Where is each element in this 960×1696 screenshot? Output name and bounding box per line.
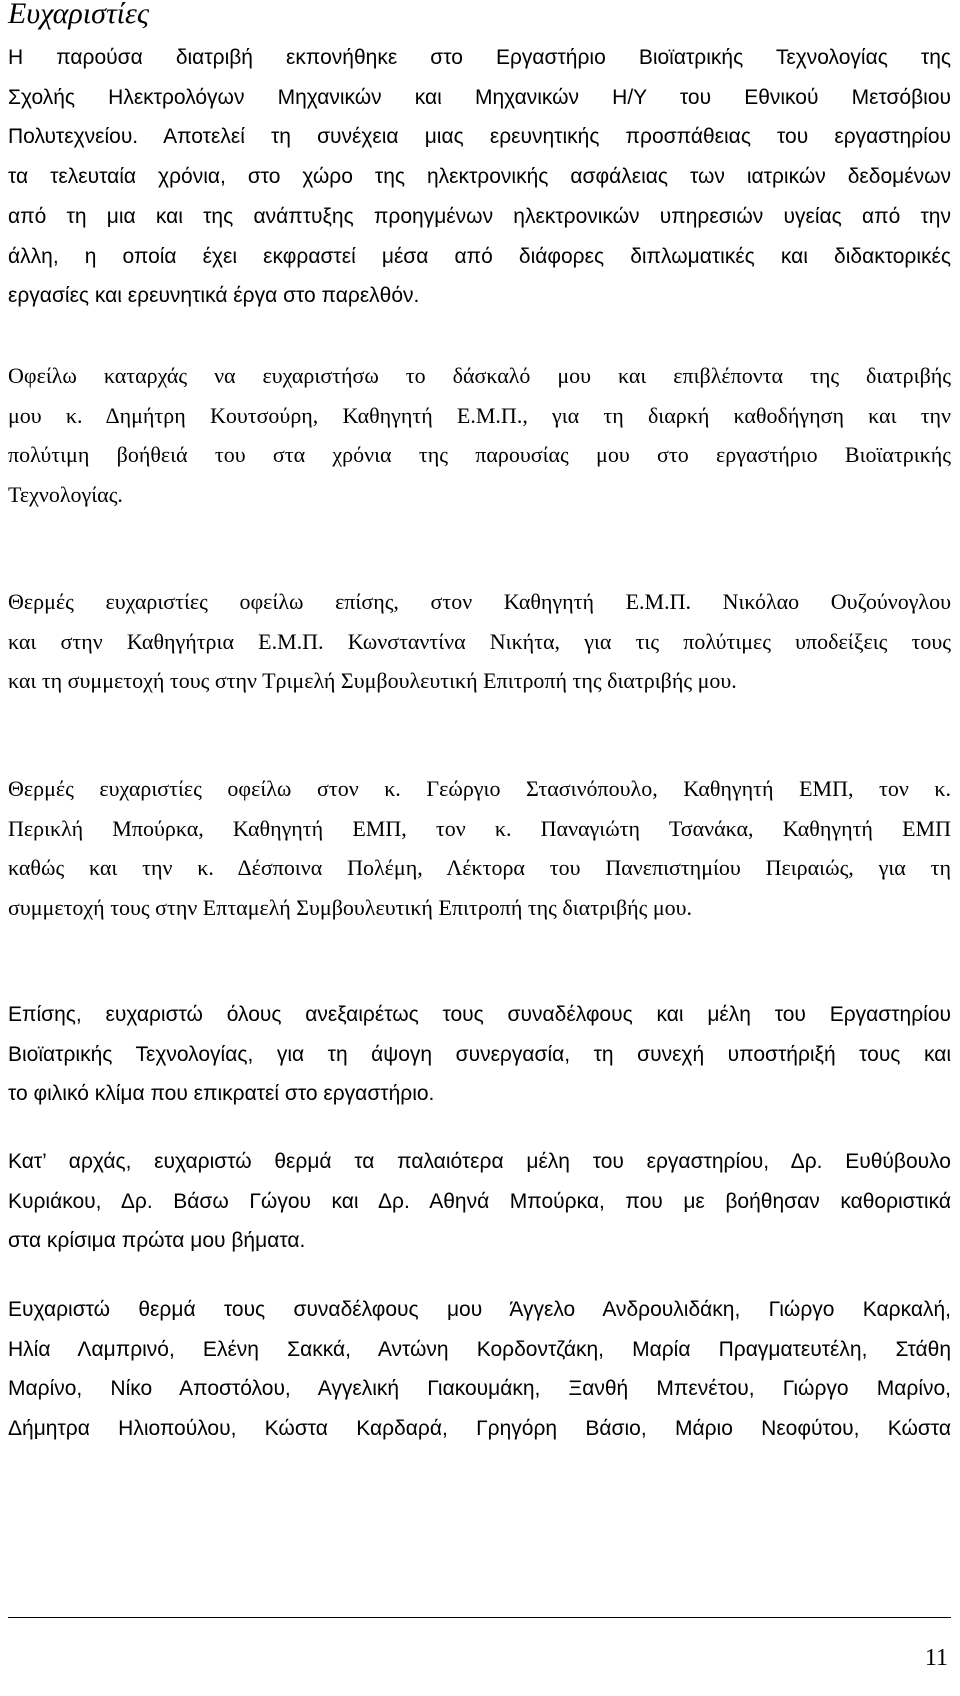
paragraph — [8, 769, 951, 928]
text-line: και τη συμμετοχή τους στην Τριμελή Συμβουλευτική Επιτροπή της διατριβής μου. — [8, 668, 737, 694]
page-title: Ευχαριστίες — [8, 0, 150, 30]
text-line: Ηλία Λαμπρινό, Ελένη Σακκά, Αντώνη Κορδοντζάκη, Μαρία Πραγματευτέλη, Στάθη — [8, 1337, 951, 1361]
text-line: Σχολής Ηλεκτρολόγων Μηχανικών και Μηχανικών Η/Υ του Εθνικού Μετσόβιου — [8, 85, 951, 109]
paragraph — [8, 1142, 951, 1261]
footer-divider — [8, 1617, 951, 1618]
text-line: στα κρίσιμα πρώτα μου βήματα. — [8, 1229, 306, 1253]
text-line: Ευχαριστώ θερμά τους συναδέλφους μου Άγγελο Ανδρουλιδάκη, Γιώργο Καρκαλή, — [8, 1298, 951, 1321]
paragraph — [8, 995, 951, 1114]
text-line: Βιοϊατρικής Τεχνολογίας, για τη άψογη συνεργασία, τη συνεχή υποστήριξή τους και — [8, 1042, 951, 1066]
text-line: Θερμές ευχαριστίες οφείλω στον κ. Γεώργιο Στασινόπουλο, Καθηγητή ΕΜΠ, τον κ. — [8, 776, 951, 801]
text-line: το φιλικό κλίμα που επικρατεί στο εργαστήριο. — [8, 1082, 435, 1106]
text-line: Οφείλω καταρχάς να ευχαριστήσω το δάσκαλό μου και επιβλέποντα της διατριβής — [8, 363, 951, 388]
text-line: Επίσης, ευχαριστώ όλους ανεξαιρέτως τους συναδέλφους και μέλη του Εργαστηρίου — [8, 1003, 951, 1026]
text-line: συμμετοχή τους στην Επταμελή Συμβουλευτική Επιτροπή της διατριβής μου. — [8, 895, 693, 921]
text-line: και στην Καθηγήτρια Ε.Μ.Π. Κωνσταντίνα Νικήτα, για τις πολύτιμες υποδείξεις τους — [8, 628, 951, 654]
paragraph — [8, 1290, 951, 1449]
text-line: Τεχνολογίας. — [8, 482, 123, 508]
text-line: Η παρούσα διατριβή εκπονήθηκε στο Εργαστήριο Βιοϊατρικής Τεχνολογίας της — [8, 46, 951, 69]
text-line: Μαρίνο, Νίκο Αποστόλου, Αγγελική Γιακουμάκη, Ξανθή Μπενέτου, Γιώργο Μαρίνο, — [8, 1377, 951, 1401]
page-number: 11 — [924, 1645, 948, 1671]
text-line: Θερμές ευχαριστίες οφείλω επίσης, στον Καθηγητή Ε.Μ.Π. Νικόλαο Ουζούνογλου — [8, 589, 951, 614]
text-line: τα τελευταία χρόνια, στο χώρο της ηλεκτρονικής ασφάλειας των ιατρικών δεδομένων — [8, 165, 951, 189]
text-line: άλλη, η οποία έχει εκφραστεί μέσα από διάφορες διπλωματικές και διδακτορικές — [8, 244, 951, 268]
text-line: από τη μια και της ανάπτυξης προηγμένων ηλεκτρονικών υπηρεσιών υγείας από την — [8, 204, 951, 228]
text-line: Κατ’ αρχάς, ευχαριστώ θερμά τα παλαιότερα μέλη του εργαστηρίου, Δρ. Ευθύβουλο — [8, 1150, 951, 1173]
text-line: καθώς και την κ. Δέσποινα Πολέμη, Λέκτορα του Πανεπιστημίου Πειραιώς, για τη — [8, 855, 951, 881]
text-line: μου κ. Δημήτρη Κουτσούρη, Καθηγητή Ε.Μ.Π., για τη διαρκή καθοδήγηση και την — [8, 402, 951, 428]
text-line: Περικλή Μπούρκα, Καθηγητή ΕΜΠ, τον κ. Παναγιώτη Τσανάκα, Καθηγητή ΕΜΠ — [8, 815, 951, 841]
text-line: Δήμητρα Ηλιοπούλου, Κώστα Καρδαρά, Γρηγόρη Βάσιο, Μάριο Νεοφύτου, Κώστα — [8, 1417, 951, 1441]
paragraph — [8, 356, 951, 515]
text-line: Κυριάκου, Δρ. Βάσω Γώγου και Δρ. Αθηνά Μπούρκα, που με βοήθησαν καθοριστικά — [8, 1189, 951, 1213]
paragraph — [8, 582, 951, 701]
paragraph — [8, 38, 951, 316]
text-line: Πολυτεχνείου. Αποτελεί τη συνέχεια μιας ερευνητικής προσπάθειας του εργαστηρίου — [8, 125, 951, 149]
text-line: πολύτιμη βοήθειά του στα χρόνια της παρουσίας μου στο εργαστήριο Βιοϊατρικής — [8, 442, 951, 468]
text-line: εργασίες και ερευνητικά έργα στο παρελθόν. — [8, 284, 420, 308]
